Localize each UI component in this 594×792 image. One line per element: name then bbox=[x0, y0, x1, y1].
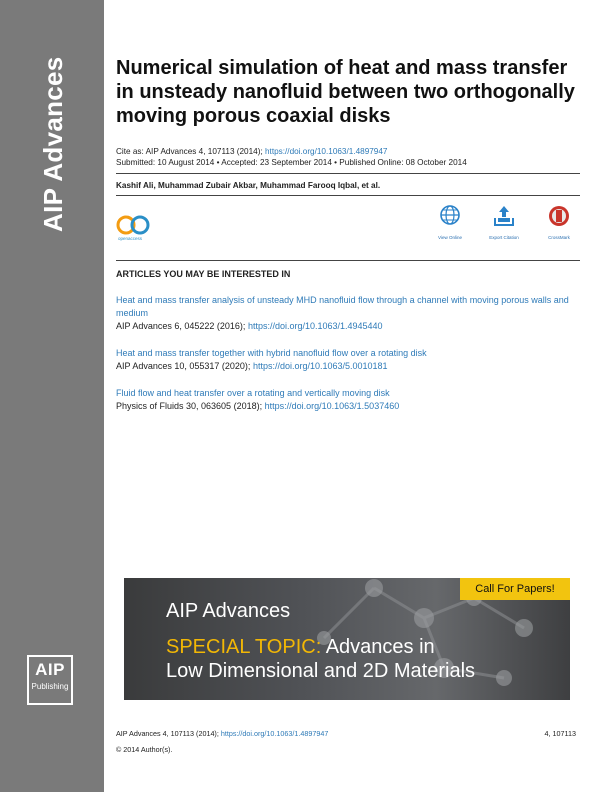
related-article bbox=[116, 387, 576, 413]
banner-journal: AIP Advances bbox=[166, 600, 291, 622]
footer-page: 4, 107113 bbox=[544, 729, 576, 738]
related-article-info: AIP Advances 10, 055317 (2020); bbox=[116, 361, 251, 371]
related-article-doi[interactable]: https://doi.org/10.1063/1.5037460 bbox=[264, 401, 400, 411]
related-article-title[interactable]: Heat and mass transfer together with hybrid nanofluid flow over a rotating disk bbox=[116, 348, 427, 358]
citation-block bbox=[116, 146, 467, 168]
banner-special-label: SPECIAL TOPIC: bbox=[166, 636, 322, 658]
related-article-title[interactable]: Heat and mass transfer analysis of unsteady MHD nanofluid flow through a channel with moving porous walls and medium bbox=[116, 295, 569, 318]
call-for-papers-badge[interactable]: Call For Papers! bbox=[460, 578, 570, 600]
publication-dates: Submitted: 10 August 2014 • Accepted: 23 September 2014 • Published Online: 08 October 2014 bbox=[116, 158, 467, 167]
open-access-label: openaccess bbox=[118, 236, 143, 241]
view-online-button[interactable] bbox=[430, 204, 470, 240]
logo-bottom-text: Publishing bbox=[31, 682, 69, 691]
related-article-info: AIP Advances 6, 045222 (2016); bbox=[116, 321, 246, 331]
banner-special-line1 bbox=[166, 636, 435, 659]
related-article bbox=[116, 347, 576, 373]
crossmark-label: CrossMark bbox=[548, 235, 570, 240]
banner-special-line2: Low Dimensional and 2D Materials bbox=[166, 660, 476, 682]
divider-authors bbox=[116, 195, 580, 196]
footer-citation bbox=[116, 729, 328, 738]
authors[interactable]: Kashif Ali, Muhammad Zubair Akbar, Muhammad Farooq Iqbal, et al. bbox=[116, 181, 381, 190]
aip-publishing-logo bbox=[27, 655, 73, 705]
special-topic-banner[interactable] bbox=[124, 578, 570, 700]
export-icon bbox=[492, 204, 516, 228]
view-online-label: View Online bbox=[438, 235, 462, 240]
crossmark-button[interactable] bbox=[539, 204, 579, 240]
footer-copyright: © 2014 Author(s). bbox=[116, 745, 173, 754]
cite-doi-link[interactable]: https://doi.org/10.1063/1.4897947 bbox=[265, 147, 388, 156]
divider-top bbox=[116, 173, 580, 174]
related-article-info: Physics of Fluids 30, 063605 (2018); bbox=[116, 401, 263, 411]
related-article bbox=[116, 294, 576, 333]
related-articles-heading: ARTICLES YOU MAY BE INTERESTED IN bbox=[116, 269, 291, 279]
banner-special-text: Advances in bbox=[321, 636, 435, 658]
export-citation-button[interactable] bbox=[484, 204, 524, 240]
logo-top-text: AIP bbox=[35, 660, 65, 679]
related-article-doi[interactable]: https://doi.org/10.1063/5.0010181 bbox=[252, 361, 388, 371]
related-article-title[interactable]: Fluid flow and heat transfer over a rotating and vertically moving disk bbox=[116, 388, 390, 398]
paper-title: Numerical simulation of heat and mass transfer in unsteady nanofluid between two orthogonally moving porous coaxial disks bbox=[116, 57, 575, 127]
footer-doi-link[interactable]: https://doi.org/10.1063/1.4897947 bbox=[220, 729, 329, 738]
crossmark-icon bbox=[547, 204, 571, 228]
footer-cite: AIP Advances 4, 107113 (2014); bbox=[116, 729, 219, 738]
journal-name-vertical: AIP Advances bbox=[38, 56, 68, 232]
export-citation-label: Export Citation bbox=[489, 235, 519, 240]
globe-icon bbox=[439, 204, 461, 228]
sidebar bbox=[0, 0, 104, 792]
cite-prefix: Cite as: AIP Advances 4, 107113 (2014); bbox=[116, 147, 263, 156]
related-article-doi[interactable]: https://doi.org/10.1063/1.4945440 bbox=[247, 321, 383, 331]
divider-related bbox=[116, 260, 580, 261]
